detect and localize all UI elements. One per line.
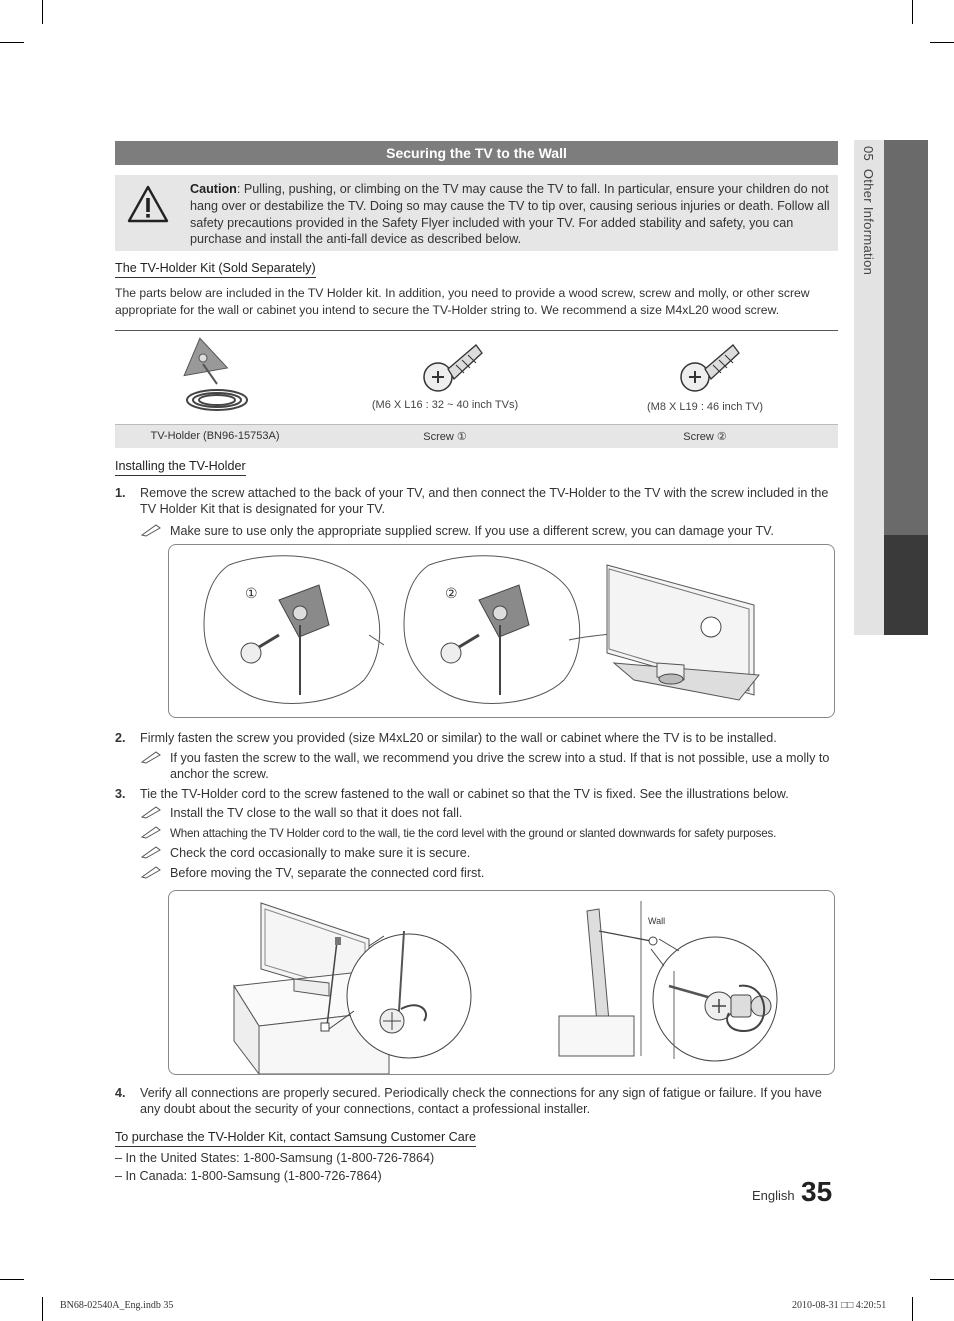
illustration-attach-holder [168,544,835,718]
tv-holder-label: TV-Holder (BN96-15753A) [150,430,280,442]
crop-mark [912,0,913,24]
note-pencil-icon [140,865,162,879]
screw-1-label: Screw ① [423,431,467,443]
step-1-number: 1. [115,486,126,500]
illus-label-2: ② [445,585,458,601]
note-pencil-icon [140,523,162,537]
caution-box [115,175,838,251]
step-3-note-1: Install the TV close to the wall so that it does not fall. [170,806,463,820]
step-2-note-1: If you fasten the screw to the wall, we recommend you drive the screw into a stud. If that is not possible, use a molly to anchor the screw. [170,751,830,782]
note-pencil-icon [140,805,162,819]
section-title: Securing the TV to the Wall [115,141,838,165]
screw-2-image [677,339,747,399]
parts-table [115,330,838,448]
purchase-heading: To purchase the TV-Holder Kit, contact Samsung Customer Care [115,1130,476,1147]
note-pencil-icon [140,750,162,764]
screw-2-label: Screw ② [683,431,727,443]
note-pencil-icon [140,845,162,859]
warning-icon [127,185,169,223]
side-tab-active [884,535,928,635]
step-2-text: Firmly fasten the screw you provided (size M4xL20 or similar) to the wall or cabinet where the TV is to be installed. [140,731,777,745]
crop-mark [42,1297,43,1321]
step-3-text: Tie the TV-Holder cord to the screw fastened to the wall or cabinet so that the TV is fixed. See the illustrations below. [140,787,789,801]
crop-mark [930,42,954,43]
step-1-note-1: Make sure to use only the appropriate supplied screw. If you use a different screw, you can damage your TV. [170,524,774,538]
print-info-right: 2010-08-31 □□ 4:20:51 [792,1300,887,1311]
kit-heading: The TV-Holder Kit (Sold Separately) [115,261,316,278]
tv-holder-image [177,336,257,416]
contact-canada: – In Canada: 1-800-Samsung (1-800-726-7864) [115,1169,382,1183]
step-4-number: 4. [115,1086,126,1100]
attach-holder-drawing [169,545,834,717]
crop-mark [912,1297,913,1321]
step-3-note-2: When attaching the TV Holder cord to the wall, tie the cord level with the ground or slanted downwards for safety purposes. [170,827,777,840]
step-2-number: 2. [115,731,126,745]
contact-us: – In the United States: 1-800-Samsung (1-800-726-7864) [115,1151,435,1165]
crop-mark [0,1279,24,1280]
crop-mark [42,0,43,24]
page-number: 35 [801,1176,833,1207]
screw-2-note: (M8 X L19 : 46 inch TV) [647,401,763,413]
step-4-text: Verify all connections are properly secured. Periodically check the connections for any sign of fatigue or failure. If you have any doubt about the security of your connections, contact a professional installer. [140,1086,822,1117]
kit-description: The parts below are included in the TV Holder kit. In addition, you need to provide a wood screw, screw and molly, or other screw appropriate for the wall or cabinet you intend to secure the TV-Holder string to. We recommend a size M4xL20 wood screw. [115,286,810,317]
crop-mark [0,42,24,43]
crop-mark [930,1279,954,1280]
illus-label-1: ① [245,585,258,601]
tie-cord-drawing [169,891,834,1074]
screw-1-image [420,339,490,399]
footer-language: English [752,1188,795,1203]
install-heading: Installing the TV-Holder [115,459,246,476]
note-pencil-icon [140,825,162,839]
side-tab-label: 05 Other Information [861,146,876,276]
print-info-left: BN68-02540A_Eng.indb 35 [60,1300,174,1311]
step-3-note-4: Before moving the TV, separate the connected cord first. [170,866,485,880]
parts-caption-row [115,424,838,448]
step-3-number: 3. [115,787,126,801]
caution-text: Caution: Pulling, pushing, or climbing on the TV may cause the TV to fall. In particular, ensure your children do not hang over or destabilize the TV. Doing so may cause the TV to tip over, causing serious injuries or death. Follow all safety precautions provided in the Safety Flyer included with your TV. For added stability and safety, you can purchase and install the anti-fall device as described below. [190,182,830,247]
step-3-note-3: Check the cord occasionally to make sure it is secure. [170,846,471,860]
wall-label: Wall [648,916,666,926]
illustration-tie-cord [168,890,835,1075]
step-1-text: Remove the screw attached to the back of your TV, and then connect the TV-Holder to the TV with the screw included in the TV Holder Kit that is designated for your TV. [140,486,829,517]
screw-1-note: (M6 X L16 : 32 ~ 40 inch TVs) [371,399,519,411]
